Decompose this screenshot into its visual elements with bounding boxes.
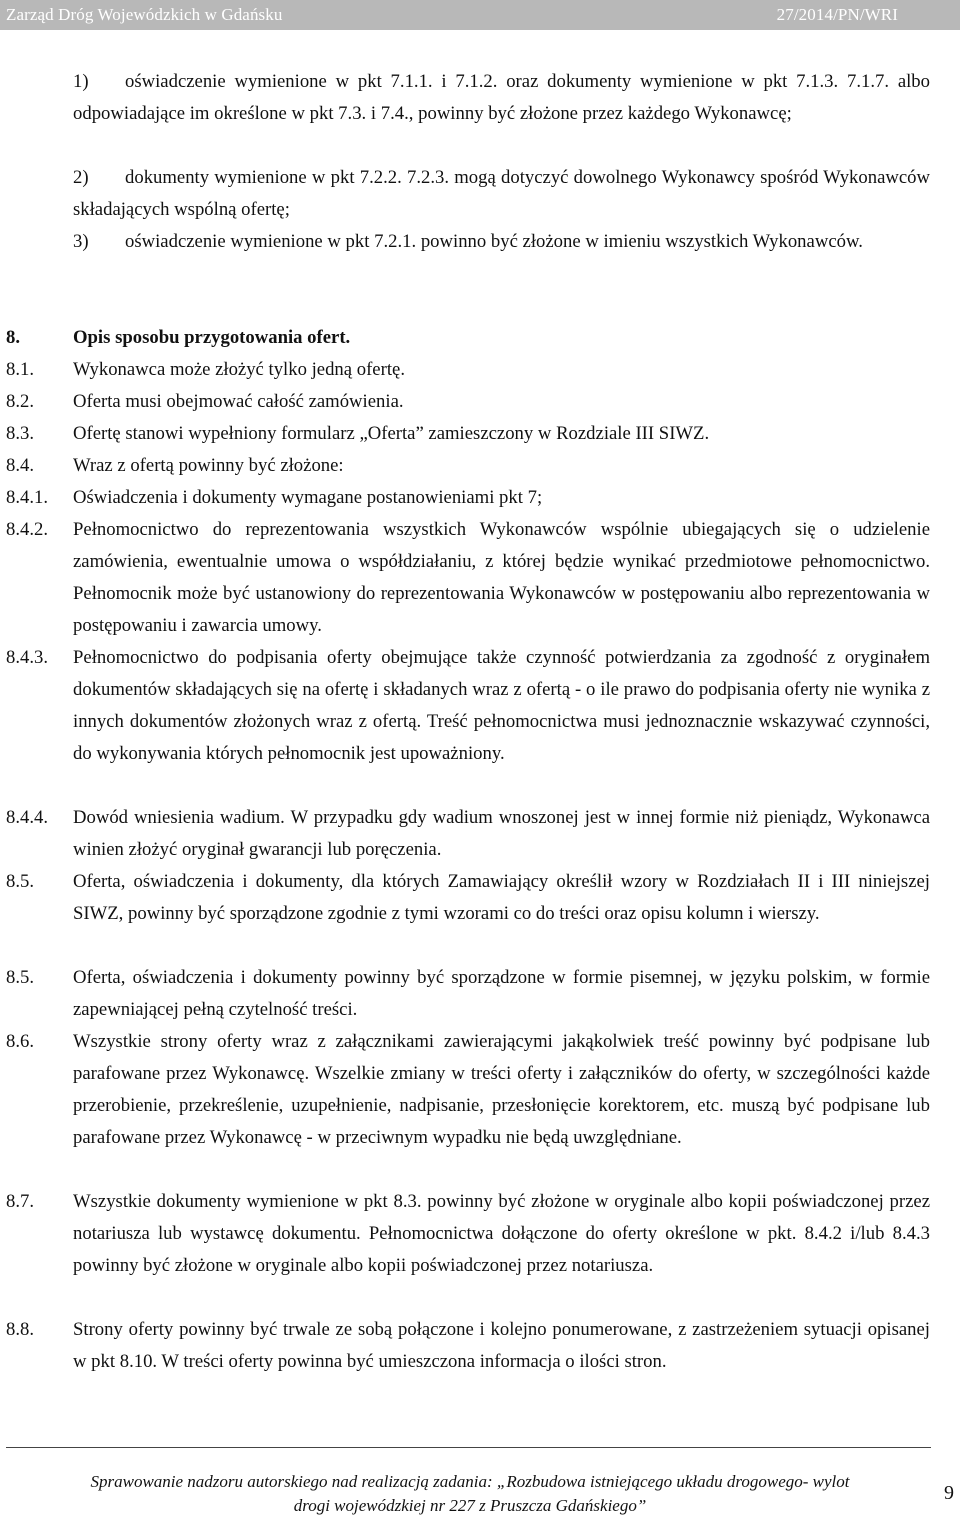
item-text: Ofertę stanowi wypełniony formularz „Oferta” zamieszczony w Rozdziale III SIWZ. <box>73 423 710 444</box>
item-number: 8.6. <box>6 1031 35 1052</box>
item-number: 8.5. <box>6 967 35 988</box>
item-text: Oferta musi obejmować całość zamówienia. <box>73 391 404 412</box>
item-number: 8.8. <box>6 1319 35 1340</box>
item-text: Oferta, oświadczenia i dokumenty, dla których Zamawiający określił wzory w Rozdziałach II i III niniejszej SIWZ, powinny być sporządzone zgodnie z tymi wzorami co do treści oraz opisu kolumn i wierszy. <box>73 871 930 924</box>
item-number: 8.2. <box>6 391 35 412</box>
item-text: Wszystkie strony oferty wraz z załącznikami zawierającymi jakąkolwiek treść powinny być podpisane lub parafowane przez Wykonawcę. Wszelkie zmiany w treści oferty i załączników do oferty, w szczególności każde przerobienie, przekreślenie, uzupełnienie, nadpisanie, przesłonięcie korektorem, etc. muszą być podpisane lub parafowane przez Wykonawcę - w przeciwnym wypadku nie będą uwzględniane. <box>73 1031 930 1148</box>
page-number: 9 <box>944 1482 954 1504</box>
item-text: Oferta, oświadczenia i dokumenty powinny być sporządzone w formie pisemnej, w języku polskim, w formie zapewniającej pełną czytelność treści. <box>73 967 930 1020</box>
list-item-number: 1) <box>73 71 89 92</box>
item-text: Strony oferty powinny być trwale ze sobą połączone i kolejno ponumerowane, z zastrzeżeniem sytuacji opisanej w pkt 8.10. W treści oferty powinna być umieszczona informacja o ilości stron. <box>73 1319 930 1372</box>
list-item-text: oświadczenie wymienione w pkt 7.1.1. i 7.1.2. oraz dokumenty wymienione w pkt 7.1.3. 7.1.7. albo odpowiadające im określone w pkt 7.3. i 7.4., powinny być złożone przez każdego Wykonawcę; <box>73 71 930 124</box>
page-footer <box>0 1470 940 1518</box>
list-item-number: 2) <box>73 167 89 188</box>
item-number: 8.3. <box>6 423 35 444</box>
item-number: 8.4.1. <box>6 487 49 508</box>
list-item-text: oświadczenie wymienione w pkt 7.2.1. powinno być złożone w imieniu wszystkich Wykonawców. <box>125 231 863 252</box>
footer-line-1: Sprawowanie nadzoru autorskiego nad realizacją zadania: „Rozbudowa istniejącego układu drogowego- wylot <box>90 1472 850 1491</box>
list-item-number: 3) <box>73 231 89 252</box>
item-text: Wraz z ofertą powinny być złożone: <box>73 455 344 476</box>
item-text: Wykonawca może złożyć tylko jedną ofertę. <box>73 359 405 380</box>
item-number: 8.4.3. <box>6 647 49 668</box>
item-text: Wszystkie dokumenty wymienione w pkt 8.3. powinny być złożone w oryginale albo kopii poświadczonej przez notariusza lub wystawcę dokumentu. Pełnomocnictwa dołączone do oferty określone w pkt. 8.4.2 i/lub 8.4.3 powinny być złożone w oryginale albo kopii poświadczonej przez notariusza. <box>73 1191 930 1276</box>
section-number: 8. <box>6 327 21 348</box>
page-header <box>0 0 960 30</box>
section-title: Opis sposobu przygotowania ofert. <box>73 327 351 348</box>
item-text: Pełnomocnictwo do podpisania oferty obejmujące także czynność potwierdzania za zgodność z oryginałem dokumentów składających się na ofertę i składanych wraz z ofertą - o ile prawo do podpisania oferty nie wynika z innych dokumentów złożonych wraz z ofertą. Treść pełnomocnictwa musi jednoznacznie wskazywać czynności, do wykonywania których pełnomocnik jest upoważniony. <box>73 647 930 764</box>
footer-divider <box>6 1447 931 1448</box>
item-text: Oświadczenia i dokumenty wymagane postanowieniami pkt 7; <box>73 487 543 508</box>
item-text: Dowód wniesienia wadium. W przypadku gdy wadium wnoszonej jest w innej formie niż pieniądz, Wykonawca winien złożyć oryginał gwarancji lub poręczenia. <box>73 807 930 860</box>
item-number: 8.4. <box>6 455 35 476</box>
header-organization: Zarząd Dróg Wojewódzkich w Gdańsku <box>6 5 283 24</box>
item-number: 8.4.2. <box>6 519 49 540</box>
item-number: 8.5. <box>6 871 35 892</box>
header-reference-number: 27/2014/PN/WRI <box>776 5 898 24</box>
list-item-text: dokumenty wymienione w pkt 7.2.2. 7.2.3. mogą dotyczyć dowolnego Wykonawcy spośród Wykonawców składających wspólną ofertę; <box>73 167 930 220</box>
item-number: 8.7. <box>6 1191 35 1212</box>
item-number: 8.4.4. <box>6 807 49 828</box>
footer-line-2: drogi wojewódzkiej nr 227 z Pruszcza Gdańskiego” <box>293 1496 647 1515</box>
item-text: Pełnomocnictwo do reprezentowania wszystkich Wykonawców wspólnie ubiegających się o udzielenie zamówienia, ewentualnie umowa o współdziałaniu, z której będzie wynikać przedmiotowe pełnomocnictwo. Pełnomocnik może być ustanowiony do reprezentowania Wykonawców w postępowaniu albo reprezentowania w postępowaniu i zawarcia umowy. <box>73 519 930 636</box>
item-number: 8.1. <box>6 359 35 380</box>
